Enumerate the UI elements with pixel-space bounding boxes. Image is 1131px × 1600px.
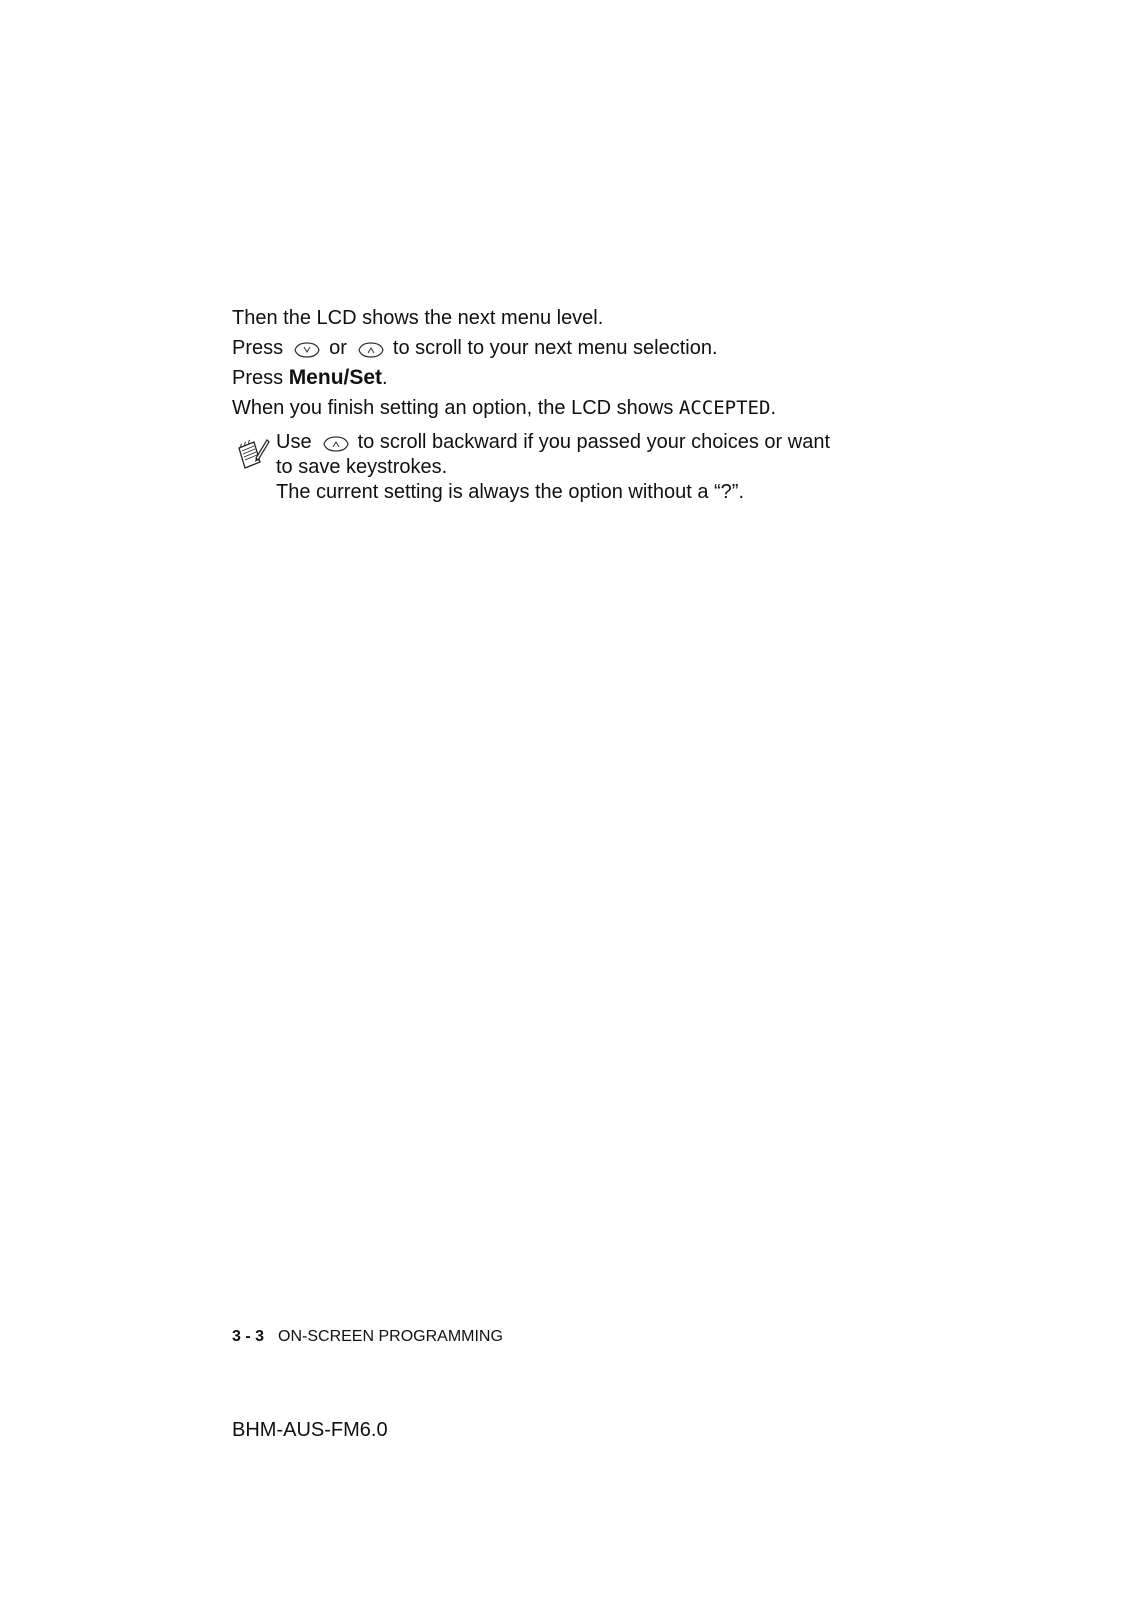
- use-label: Use: [276, 431, 312, 453]
- up-arrow-key-icon: [357, 341, 385, 365]
- scroll-backward-text: to scroll backward if you passed your choices or want: [357, 431, 831, 453]
- scroll-instruction: to scroll to your next menu selection.: [392, 337, 718, 359]
- period: .: [770, 397, 776, 419]
- note-line-3-content: The current setting is always the option without a “?”.: [276, 481, 745, 503]
- down-arrow-key-icon: [293, 341, 321, 365]
- text-line-1: [232, 306, 603, 330]
- period: .: [382, 367, 388, 389]
- section-title: ON-SCREEN PROGRAMMING: [278, 1328, 503, 1345]
- page-footer: [232, 1327, 503, 1347]
- lcd-accepted-text: ACCEPTED: [678, 397, 771, 419]
- text-line-1-content: Then the LCD shows the next menu level.: [232, 307, 604, 329]
- finish-setting-text: When you finish setting an option, the LCD shows: [232, 397, 674, 419]
- press-label: Press: [232, 367, 284, 389]
- document-code: BHM-AUS-FM6.0: [232, 1419, 388, 1441]
- press-label: Press: [232, 337, 284, 359]
- text-line-4: [232, 396, 776, 420]
- menu-set-key-label: Menu/Set: [288, 366, 383, 389]
- text-line-3: [232, 366, 388, 390]
- note-line-2-content: to save keystrokes.: [276, 456, 448, 478]
- note-line-2: [276, 455, 447, 479]
- note-pencil-icon: [236, 436, 270, 477]
- note-line-3: [276, 480, 744, 504]
- text-line-2: [232, 336, 718, 365]
- page-number: 3 - 3: [232, 1328, 265, 1345]
- or-label: or: [329, 337, 347, 359]
